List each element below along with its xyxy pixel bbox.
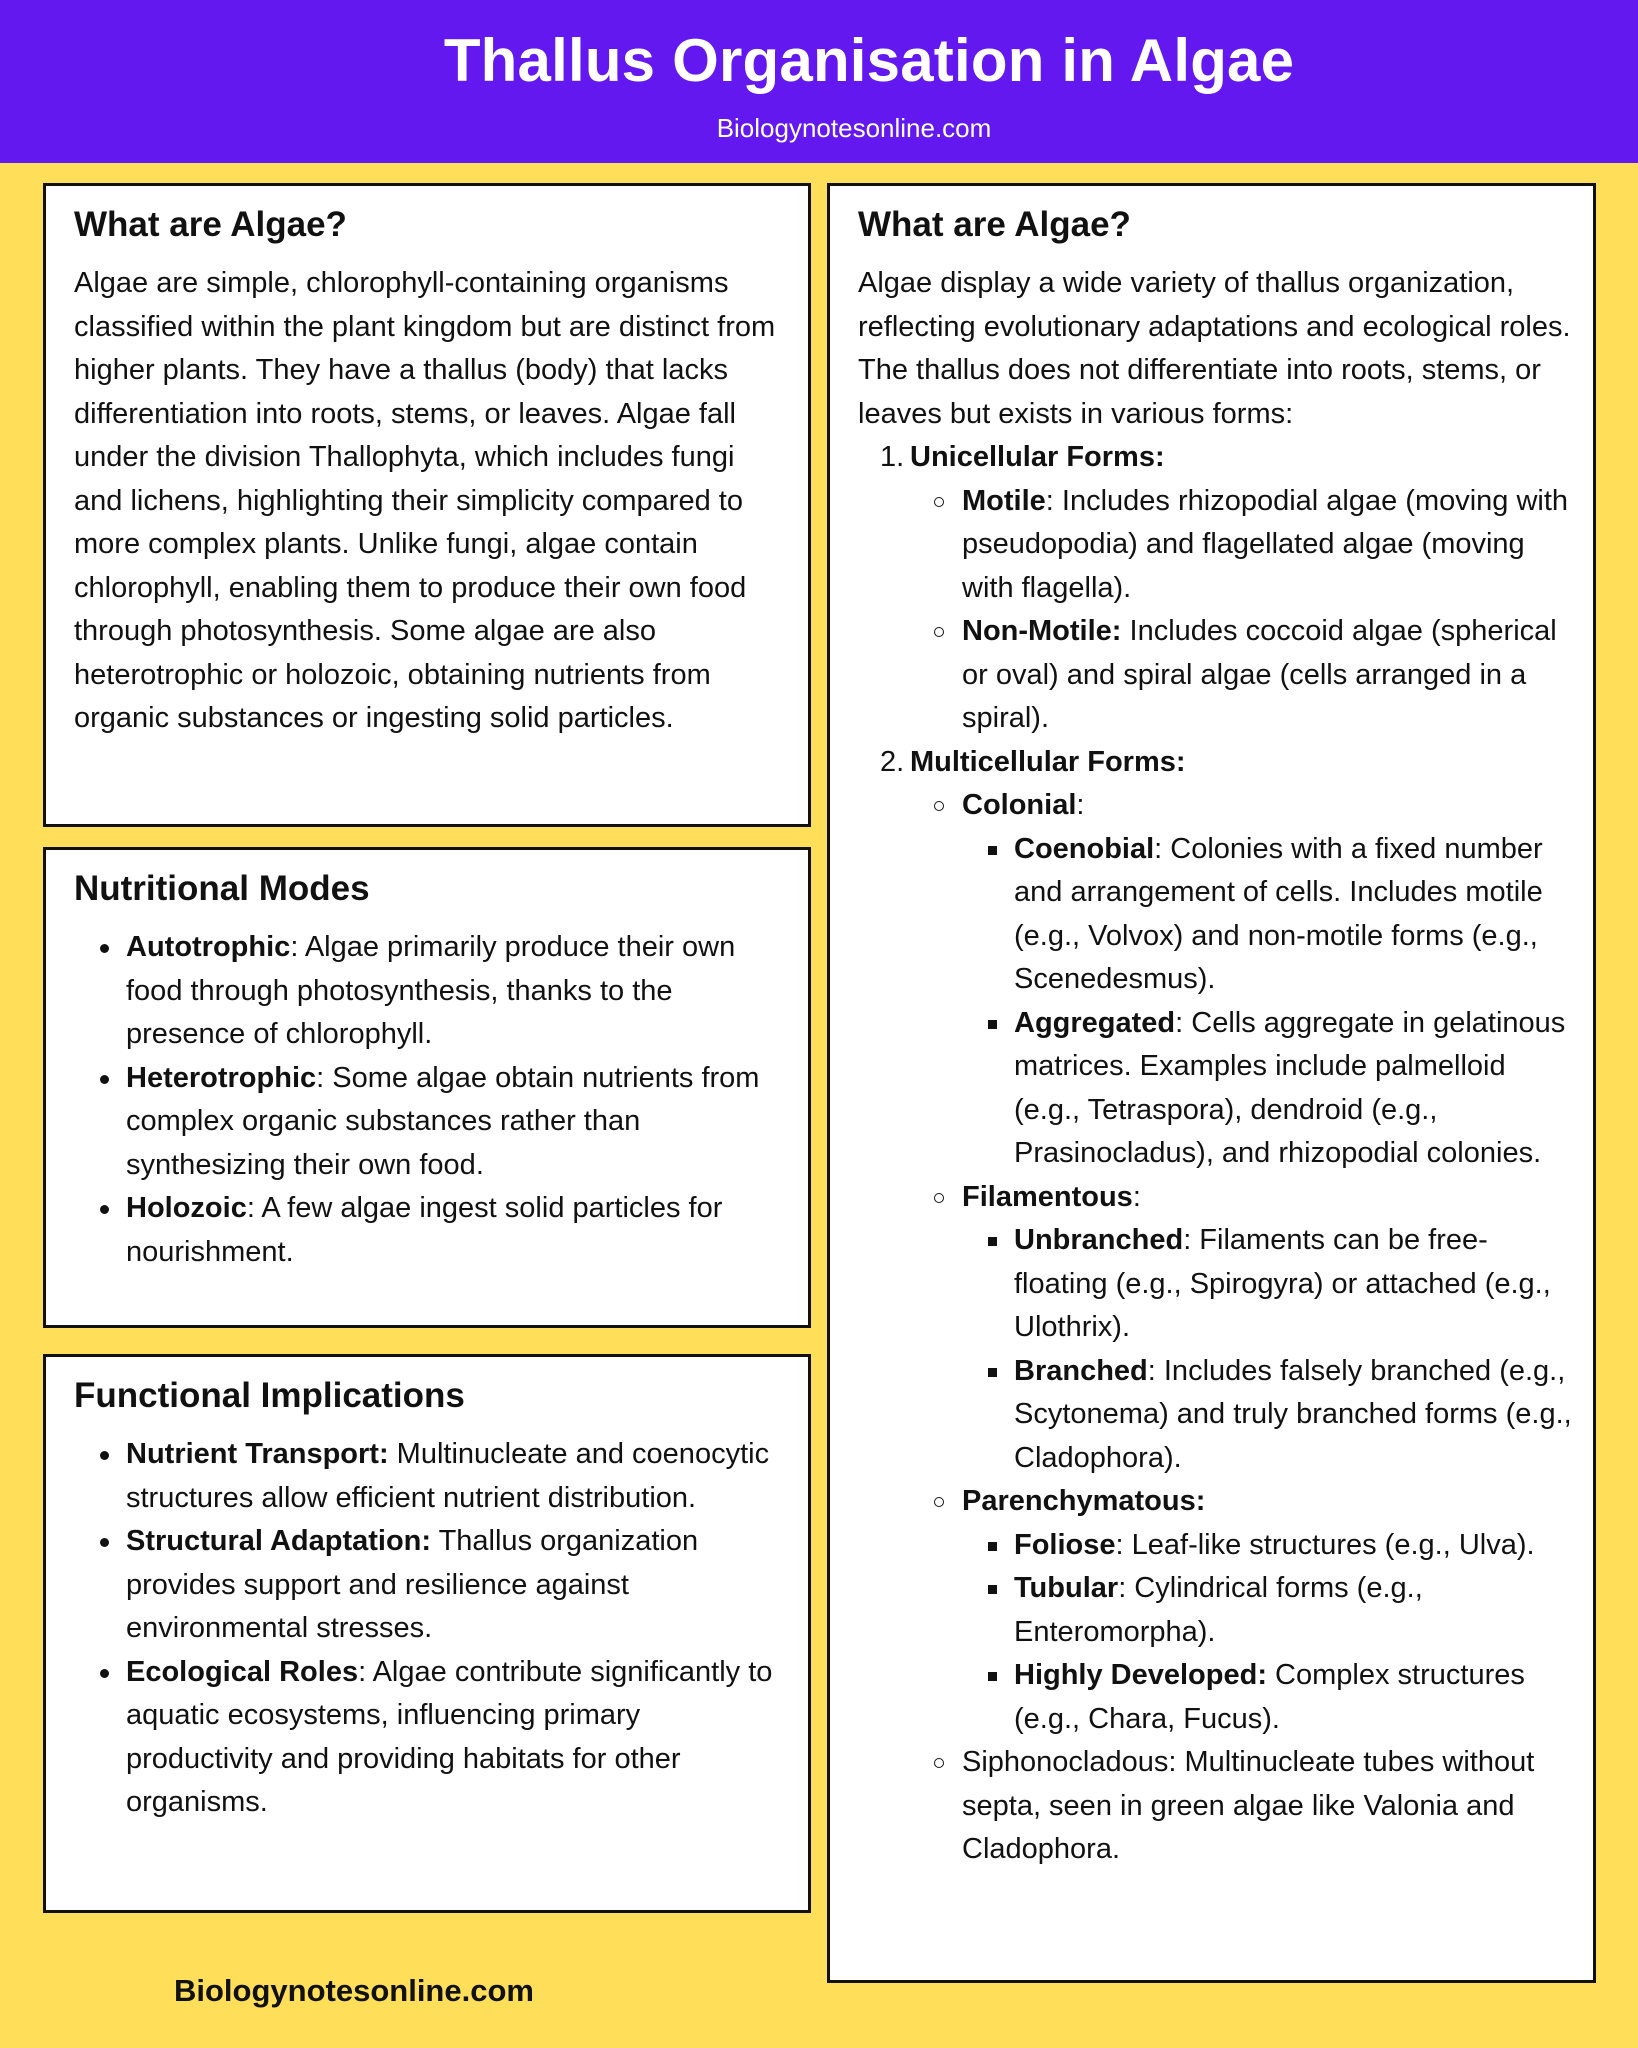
footer-website: Biologynotesonline.com <box>174 1973 534 2008</box>
term: Heterotrophic <box>126 1061 317 1094</box>
multicellular-forms-item <box>880 741 1579 1872</box>
list-item <box>98 926 780 1057</box>
term: Holozoic <box>126 1192 247 1224</box>
list-item <box>98 1187 780 1274</box>
list-item <box>98 1651 780 1825</box>
description: Includes coccoid algae (spherical or oval) and spiral algae (cells arranged in a spiral). <box>962 615 1557 734</box>
list-item <box>934 1741 1579 1872</box>
item-number: 1. <box>880 441 905 473</box>
term: Aggregated <box>1014 1006 1176 1039</box>
parenchymatous-sublist <box>988 1524 1579 1742</box>
list-item <box>988 828 1579 1002</box>
list-item <box>934 610 1579 741</box>
term: Branched <box>1014 1354 1148 1387</box>
header-banner <box>0 0 1638 163</box>
list-item <box>98 1057 780 1188</box>
description: : Includes falsely branched (e.g., Scytonema) and truly branched forms (e.g., Cladophora). <box>1014 1354 1572 1474</box>
item-label: Multicellular Forms: <box>910 745 1186 778</box>
filamentous-sublist <box>988 1219 1579 1480</box>
description: : Algae contribute significantly to aquatic ecosystems, influencing primary productivity and providing habitats for other organisms. <box>126 1655 773 1818</box>
item-number: 2. <box>880 745 905 778</box>
term: Tubular <box>1014 1572 1119 1604</box>
description: : Colonies with a fixed number and arrangement of cells. Includes motile (e.g., Volvox) and non-motile forms (e.g., Scenedesmus). <box>1014 832 1543 995</box>
description: Siphonocladous: Multinucleate tubes without septa, seen in green algae like Valonia and Cladophora. <box>962 1746 1535 1865</box>
card-heading: What are Algae? <box>858 205 1131 244</box>
card-body: Algae are simple, chlorophyll-containing organisms classified within the plant kingdom but are distinct from higher plants. They have a thallus (body) that lacks differentiation into roots, stems, or leaves. Algae fall under the division Thallophyta, which includes fungi and lichens, highlighting their simplicity compared to more complex plants. Unlike fungi, algae contain chlorophyll, enabling them to produce their own food through photosynthesis. Some algae are also heterotrophic or holozoic, obtaining nutrients from organic substances or ingesting solid particles. <box>74 267 776 734</box>
header-website: Biologynotesonline.com <box>716 113 992 143</box>
term: Unbranched <box>1014 1224 1184 1256</box>
description: Complex structures (e.g., Chara, Fucus). <box>1014 1659 1525 1735</box>
list-item <box>934 784 1579 1176</box>
description: : Filaments can be free-floating (e.g., Spirogyra) or attached (e.g., Ulothrix). <box>1014 1224 1551 1343</box>
description: : <box>1076 789 1085 821</box>
item-label: Unicellular Forms: <box>910 441 1165 473</box>
term: Non-Motile: <box>962 615 1122 647</box>
list-item <box>988 1350 1579 1481</box>
description: Multinucleate and coenocytic structures allow efficient nutrient distribution. <box>126 1438 770 1514</box>
list-item <box>988 1654 1579 1741</box>
term: Colonial <box>962 789 1077 821</box>
list-item <box>988 1567 1579 1654</box>
card-heading: Functional Implications <box>74 1376 465 1415</box>
description: : Leaf-like structures (e.g., Ulva). <box>1115 1528 1535 1561</box>
term: Coenobial <box>1014 832 1155 865</box>
term: Filamentous <box>962 1180 1133 1213</box>
description: : <box>1132 1180 1141 1213</box>
description: : Includes rhizopodial algae (moving with pseudopodia) and flagellated algae (moving with flagella). <box>962 484 1569 604</box>
nutritional-modes-list <box>98 926 780 1274</box>
description: : Algae primarily produce their own food through photosynthesis, thanks to the presence of chlorophyll. <box>126 931 736 1050</box>
list-item <box>98 1433 780 1520</box>
forms-list <box>880 436 1579 1872</box>
description: : Some algae obtain nutrients from complex organic substances rather than synthesizing their own food. <box>126 1061 760 1181</box>
list-item <box>934 1176 1579 1481</box>
card-intro: Algae display a wide variety of thallus organization, reflecting evolutionary adaptations and ecological roles. The thallus does not differentiate into roots, stems, or leaves but exists in various forms: <box>858 267 1571 430</box>
card-heading: What are Algae? <box>74 205 347 244</box>
term: Highly Developed: <box>1014 1659 1267 1691</box>
unicellular-forms-item <box>880 436 1579 741</box>
list-item <box>988 1524 1579 1568</box>
description: : Cylindrical forms (e.g., Enteromorpha). <box>1014 1572 1423 1648</box>
list-item <box>934 1480 1579 1741</box>
term: Foliose <box>1014 1528 1116 1561</box>
term: Motile <box>962 484 1046 517</box>
term: Parenchymatous: <box>962 1485 1206 1517</box>
card-heading: Nutritional Modes <box>74 869 370 908</box>
thallus-forms-card <box>827 183 1596 1983</box>
term: Ecological Roles <box>126 1655 359 1688</box>
colonial-sublist <box>988 828 1579 1176</box>
term: Nutrient Transport: <box>126 1438 389 1470</box>
what-are-algae-card <box>43 183 811 827</box>
list-item <box>98 1520 780 1651</box>
description: : Cells aggregate in gelatinous matrices. Examples include palmelloid (e.g., Tetraspora), dendroid (e.g., Prasinocladus), and rhizopodial colonies. <box>1014 1006 1566 1169</box>
list-item <box>988 1002 1579 1176</box>
multicellular-sublist <box>934 784 1579 1872</box>
term: Autotrophic <box>126 931 291 963</box>
term: Structural Adaptation: <box>126 1525 432 1557</box>
description: Thallus organization provides support and resilience against environmental stresses. <box>126 1525 699 1644</box>
list-item <box>988 1219 1579 1350</box>
description: : A few algae ingest solid particles for nourishment. <box>126 1192 723 1268</box>
page-title: Thallus Organisation in Algae <box>443 27 1295 94</box>
functional-implications-card <box>43 1354 811 1913</box>
unicellular-sublist <box>934 480 1579 741</box>
nutritional-modes-card <box>43 847 811 1328</box>
list-item <box>934 480 1579 611</box>
functional-implications-list <box>98 1433 780 1825</box>
